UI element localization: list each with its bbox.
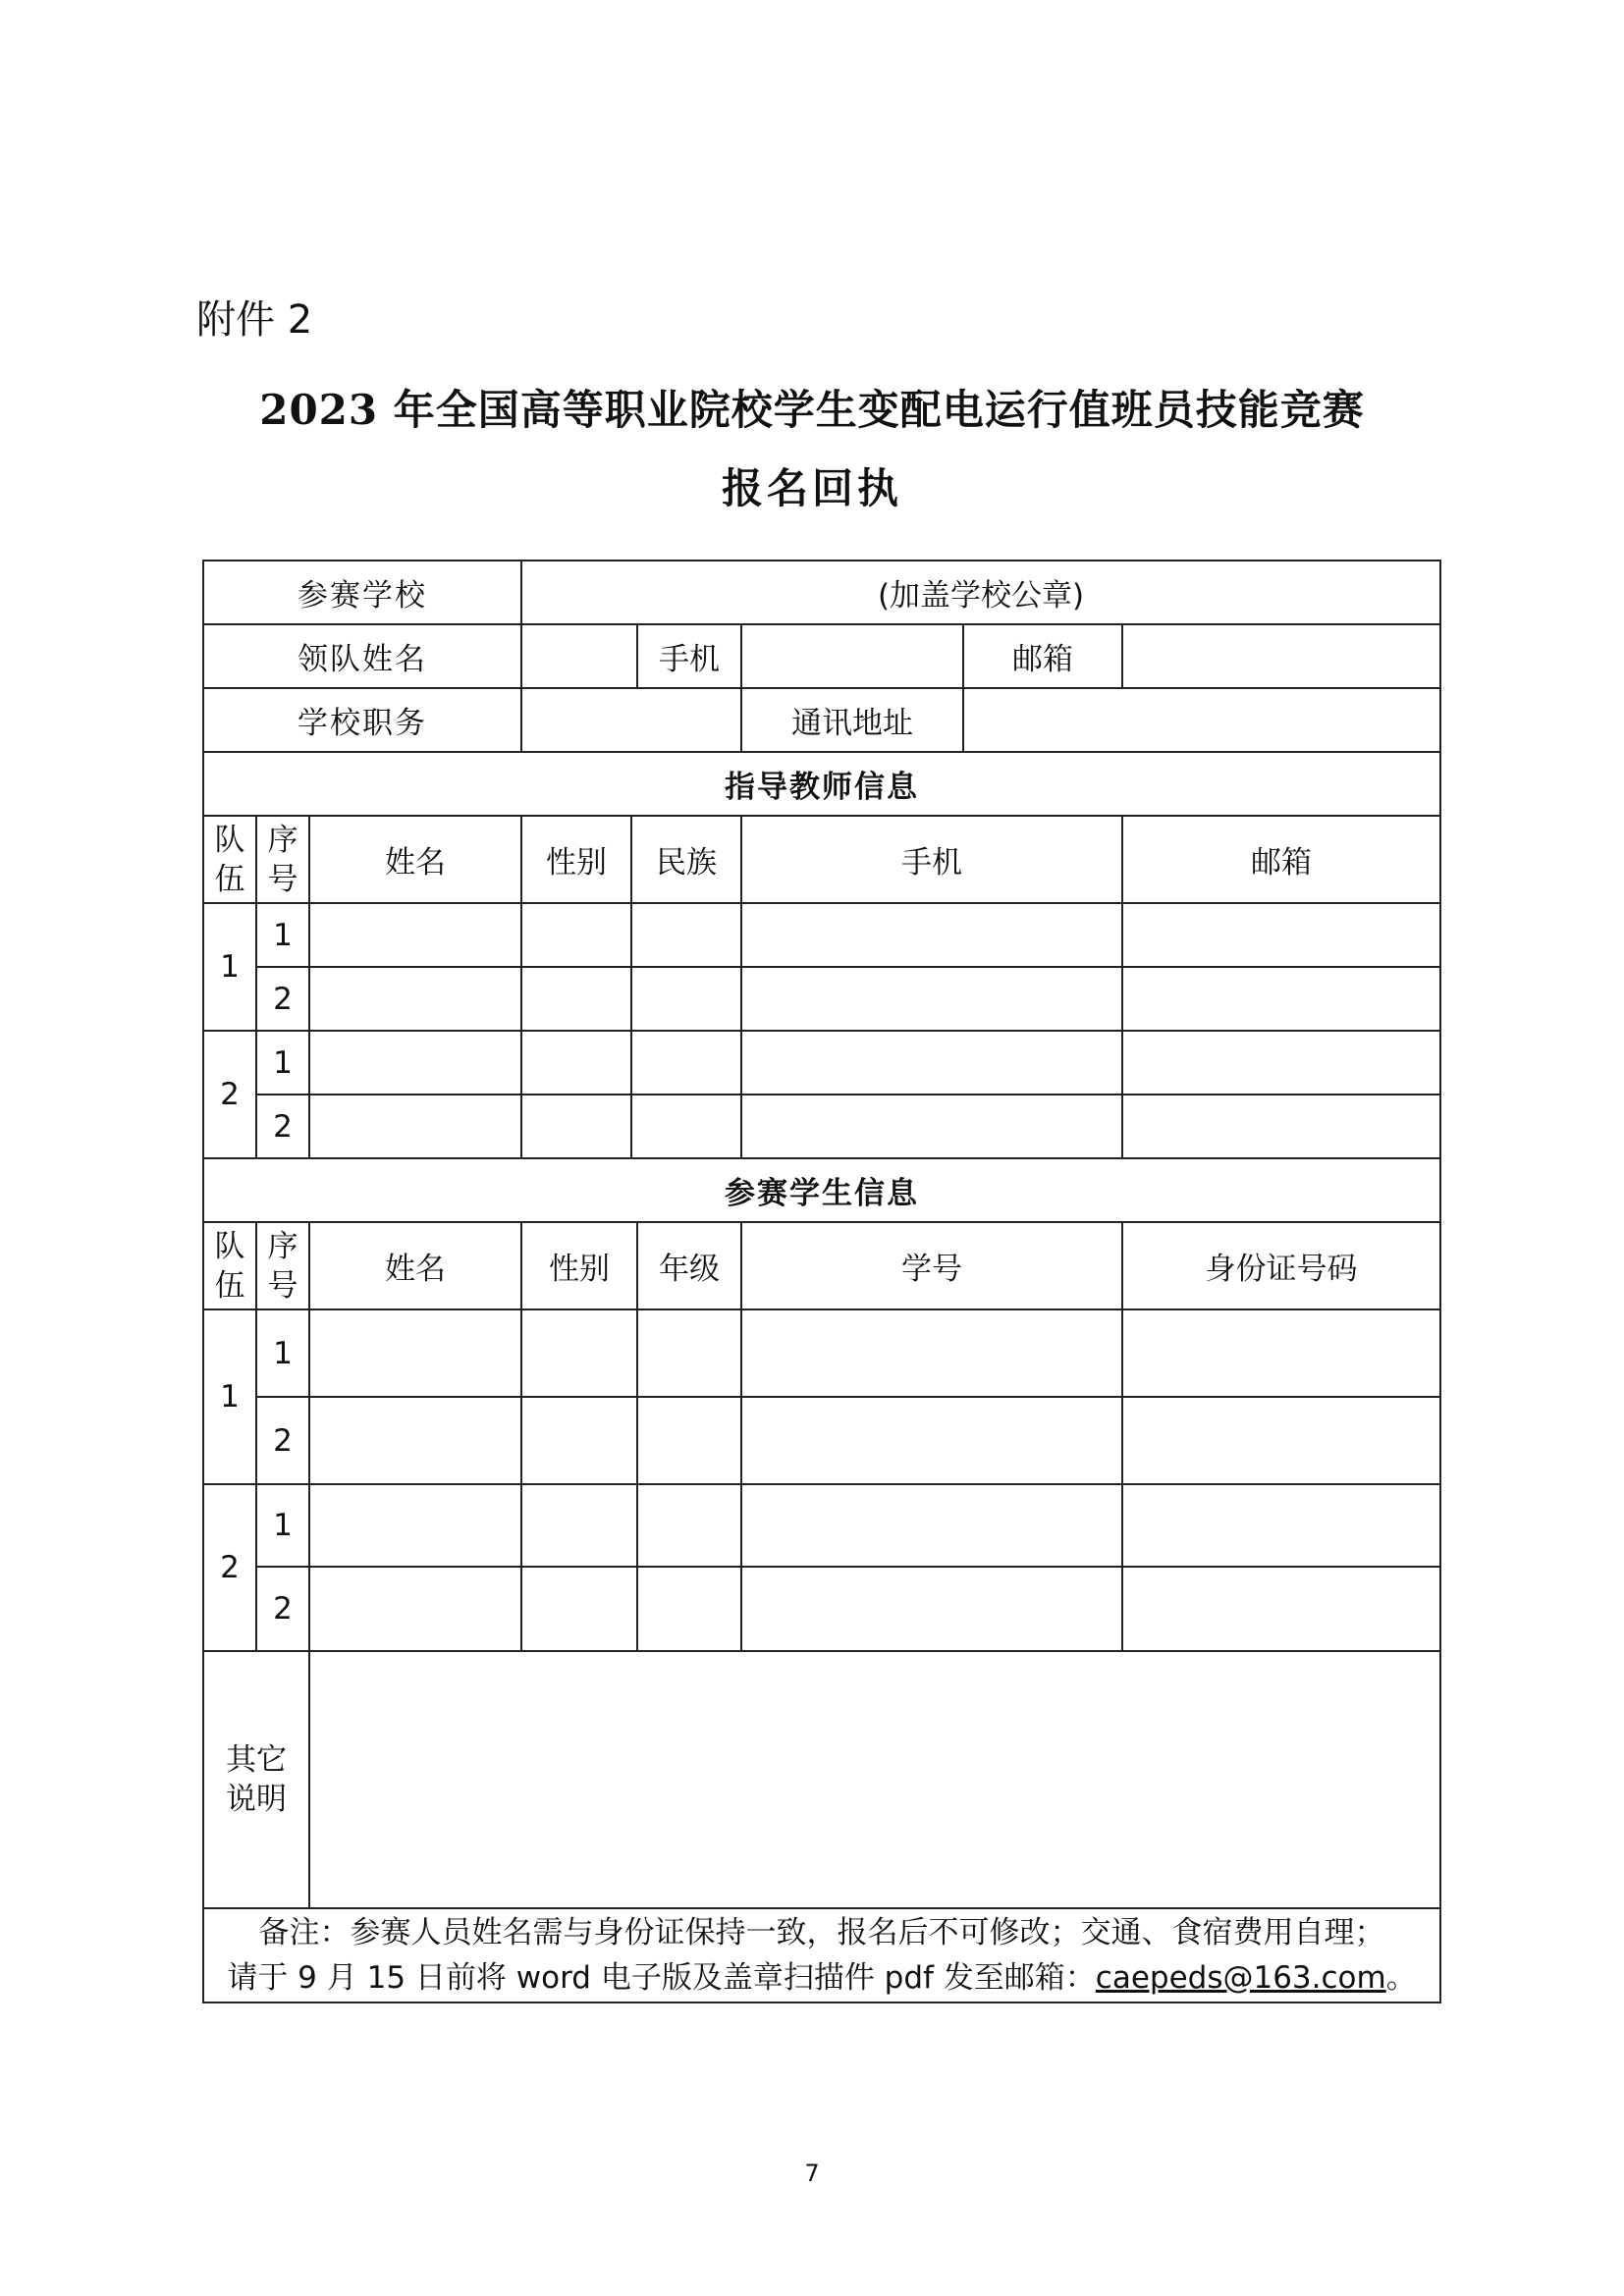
student-id-cell[interactable] [741,1309,1122,1397]
teacher-phone-cell[interactable] [741,903,1122,967]
teacher-row [203,967,1440,1031]
student-col-student-id: 学号 [741,1222,1122,1309]
student-col-seq: 序 号 [256,1222,309,1309]
other-remarks-label: 其它 说明 [203,1651,309,1908]
student-id-cell[interactable] [741,1397,1122,1484]
student-col-grade: 年级 [637,1222,741,1309]
student-grade-cell[interactable] [637,1484,741,1567]
page-number: 7 [804,2160,820,2187]
student-id-cell[interactable] [741,1567,1122,1651]
seal-note: (加盖学校公章) [877,578,1085,614]
teacher-gender-cell[interactable] [521,967,631,1031]
student-seq-number: 2 [256,1567,309,1651]
student-name-cell[interactable] [309,1484,521,1567]
student-id-number-cell[interactable] [1122,1484,1440,1567]
teacher-email-cell[interactable] [1122,967,1440,1031]
student-name-cell[interactable] [309,1567,521,1651]
leader-email-field[interactable] [1122,624,1440,688]
teacher-col-team: 队 伍 [203,816,256,903]
teacher-seq-number: 1 [256,1031,309,1095]
student-seq-number: 1 [256,1484,309,1567]
school-position-label: 学校职务 [203,688,521,752]
student-section-title: 参赛学生信息 [203,1158,1440,1222]
student-name-cell[interactable] [309,1397,521,1484]
student-id-number-cell[interactable] [1122,1397,1440,1484]
student-row [203,1567,1440,1651]
teacher-seq-number: 1 [256,903,309,967]
student-row [203,1484,1440,1567]
teacher-name-cell[interactable] [309,967,521,1031]
document-subtitle: 报名回执 [721,464,902,512]
teacher-row [203,903,1440,967]
student-col-id-number: 身份证号码 [1122,1222,1440,1309]
teacher-gender-cell[interactable] [521,1031,631,1095]
notes-line-1: 备注：参赛人员姓名需与身份证保持一致，报名后不可修改；交通、食宿费用自理； [258,1915,1385,1950]
student-row [203,1397,1440,1484]
leader-name-field[interactable] [521,624,637,688]
address-label: 通讯地址 [741,688,963,752]
teacher-ethnicity-cell[interactable] [631,967,741,1031]
teacher-col-seq: 序 号 [256,816,309,903]
teacher-seq-number: 2 [256,1095,309,1158]
leader-email-label: 邮箱 [963,624,1122,688]
teacher-ethnicity-cell[interactable] [631,903,741,967]
leader-phone-field[interactable] [741,624,963,688]
teacher-ethnicity-cell[interactable] [631,1095,741,1158]
student-gender-cell[interactable] [521,1567,637,1651]
student-id-number-cell[interactable] [1122,1567,1440,1651]
student-grade-cell[interactable] [637,1309,741,1397]
teacher-col-ethnicity: 民族 [631,816,741,903]
school-field[interactable] [521,561,1440,624]
student-grade-cell[interactable] [637,1397,741,1484]
student-seq-number: 2 [256,1397,309,1484]
notes-line-2: 请于 9 月 15 日前将 word 电子版及盖章扫描件 pdf 发至邮箱：caepeds@163.com。 [227,1960,1417,1996]
other-remarks-field[interactable] [309,1651,1440,1908]
contact-email-link[interactable]: caepeds@163.com [1095,1960,1386,1996]
teacher-email-cell[interactable] [1122,1095,1440,1158]
teacher-phone-cell[interactable] [741,967,1122,1031]
teacher-email-cell[interactable] [1122,1031,1440,1095]
student-gender-cell[interactable] [521,1397,637,1484]
teacher-section-title: 指导教师信息 [203,752,1440,816]
student-gender-cell[interactable] [521,1484,637,1567]
teacher-seq-number: 2 [256,967,309,1031]
student-grade-cell[interactable] [637,1567,741,1651]
student-id-number-cell[interactable] [1122,1309,1440,1397]
leader-name-label: 领队姓名 [203,624,521,688]
teacher-email-cell[interactable] [1122,903,1440,967]
teacher-row [203,1095,1440,1158]
student-team-number: 1 [203,1309,256,1484]
student-seq-number: 1 [256,1309,309,1397]
teacher-gender-cell[interactable] [521,1095,631,1158]
teacher-name-cell[interactable] [309,1031,521,1095]
student-name-cell[interactable] [309,1309,521,1397]
teacher-gender-cell[interactable] [521,903,631,967]
teacher-name-cell[interactable] [309,1095,521,1158]
teacher-row [203,1031,1440,1095]
teacher-team-number: 1 [203,903,256,1031]
student-gender-cell[interactable] [521,1309,637,1397]
teacher-name-cell[interactable] [309,903,521,967]
teacher-phone-cell[interactable] [741,1031,1122,1095]
attachment-label: 附件 2 [196,297,313,343]
registration-form-table [202,560,1441,2003]
student-col-name: 姓名 [309,1222,521,1309]
teacher-ethnicity-cell[interactable] [631,1031,741,1095]
notes-cell [203,1908,1440,2002]
student-col-team: 队 伍 [203,1222,256,1309]
address-field[interactable] [963,688,1440,752]
student-id-cell[interactable] [741,1484,1122,1567]
teacher-phone-cell[interactable] [741,1095,1122,1158]
teacher-team-number: 2 [203,1031,256,1158]
school-position-field[interactable] [521,688,741,752]
document-title: 2023 年全国高等职业院校学生变配电运行值班员技能竞赛 [259,386,1365,434]
student-row [203,1309,1440,1397]
teacher-col-name: 姓名 [309,816,521,903]
student-team-number: 2 [203,1484,256,1651]
teacher-col-email: 邮箱 [1122,816,1440,903]
teacher-col-gender: 性别 [521,816,631,903]
leader-phone-label: 手机 [637,624,741,688]
school-label: 参赛学校 [203,561,521,624]
teacher-col-phone: 手机 [741,816,1122,903]
student-col-gender: 性别 [521,1222,637,1309]
